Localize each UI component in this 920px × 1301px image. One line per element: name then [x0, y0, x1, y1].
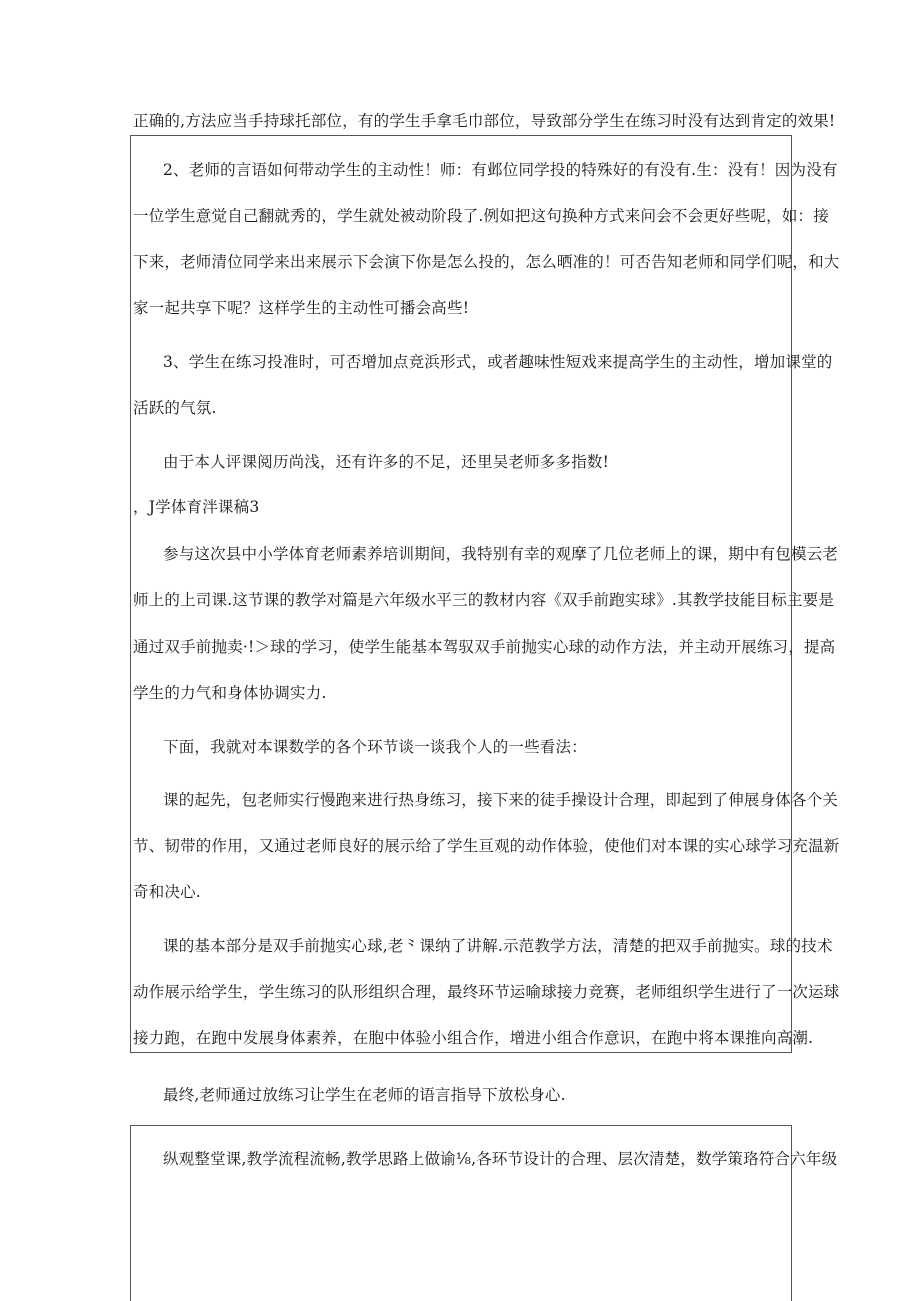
text-line: 下面，我就对本课数学的各个环节谈一谈我个人的一些看法：: [163, 738, 587, 756]
text-line: 师上的上司课.这节课的教学对篇是六年级水平三的教材内容《双手前跑实球》.其教学技能目标主要是: [133, 591, 835, 609]
text-line: 接力跑，在跑中发展身体素养，在胞中体验小组合作，增进小组合作意识，在跑中将本课推向高潮.: [133, 1029, 814, 1047]
text-line-between: 最终,老师通过放练习让学生在老师的语言指导下放松身心.: [163, 1086, 566, 1104]
text-line-top: 正确的,方法应当手持球托部位，有的学生手拿毛巾部位，导致部分学生在练习时没有达到肯定的效果!: [133, 112, 836, 130]
text-line: 家一起共享下呢？这样学生的主动性可播会高些!: [133, 299, 470, 317]
text-line: 活跃的气氛.: [133, 399, 217, 417]
text-line: 奇和决心.: [133, 883, 201, 901]
text-line: 动作展示给学生，学生练习的队形组织合理，最终环节运喻球接力竞赛，老师组织学生进行了一次运球: [133, 983, 840, 1001]
text-line: 通过双手前抛卖·!＞球的学习，使学生能基本驾驭双手前抛实心球的动作方法，并主动开展练习，提高: [133, 638, 836, 656]
text-line: 学生的力气和身体协调实力.: [133, 684, 327, 702]
text-line: 参与这次县中小学体育老师素养培训期间，我特别有幸的观摩了几位老师上的课，期中有包模云老: [163, 545, 839, 563]
text-line: 由于本人评课阅历尚浅，还有许多的不足，还里吴老师多多指数!: [163, 453, 610, 471]
text-line: 一位学生意觉自己翻就秀的，学生就处被动阶段了.例如把这句换种方式来问会不会更好些呢，如：接: [133, 207, 829, 225]
text-line: 课的起先，包老师实行慢跑来进行热身练习，接下来的徒手操设计合理，即起到了伸展身体各个关: [163, 791, 839, 809]
section-heading: ，J学体育泮课稿3: [133, 498, 260, 516]
text-line: 纵观整堂课,教学流程流畅,教学思路上做谕⅛,各环节设计的合理、层次清楚，数学策珞符合六年级: [163, 1150, 838, 1168]
text-line: 3、学生在练习投准时，可否增加点竞浜形式，或者趣味性短戏来提高学生的主动性，增加课堂的: [163, 353, 833, 371]
text-line: 下来，老师清位同学来出来展示下会演下你是怎么投的，怎么晒准的！可否告知老师和同学们呢，和大: [133, 253, 840, 271]
text-line: 2、老师的言语如何带动学生的主动性！师：有邺位同学投的特殊好的有没有.生：没有！因为没有: [163, 161, 838, 179]
text-line: 节、韧带的作用，又通过老师良好的展示给了学生亘观的动作体验，使他们对本课的实心球学习充温新: [133, 837, 840, 855]
text-line: 课的基本部分是双手前抛实心球,老⺀课纳了讲解.示范教学方法，清楚的把双手前抛实。球的技术: [163, 937, 833, 955]
